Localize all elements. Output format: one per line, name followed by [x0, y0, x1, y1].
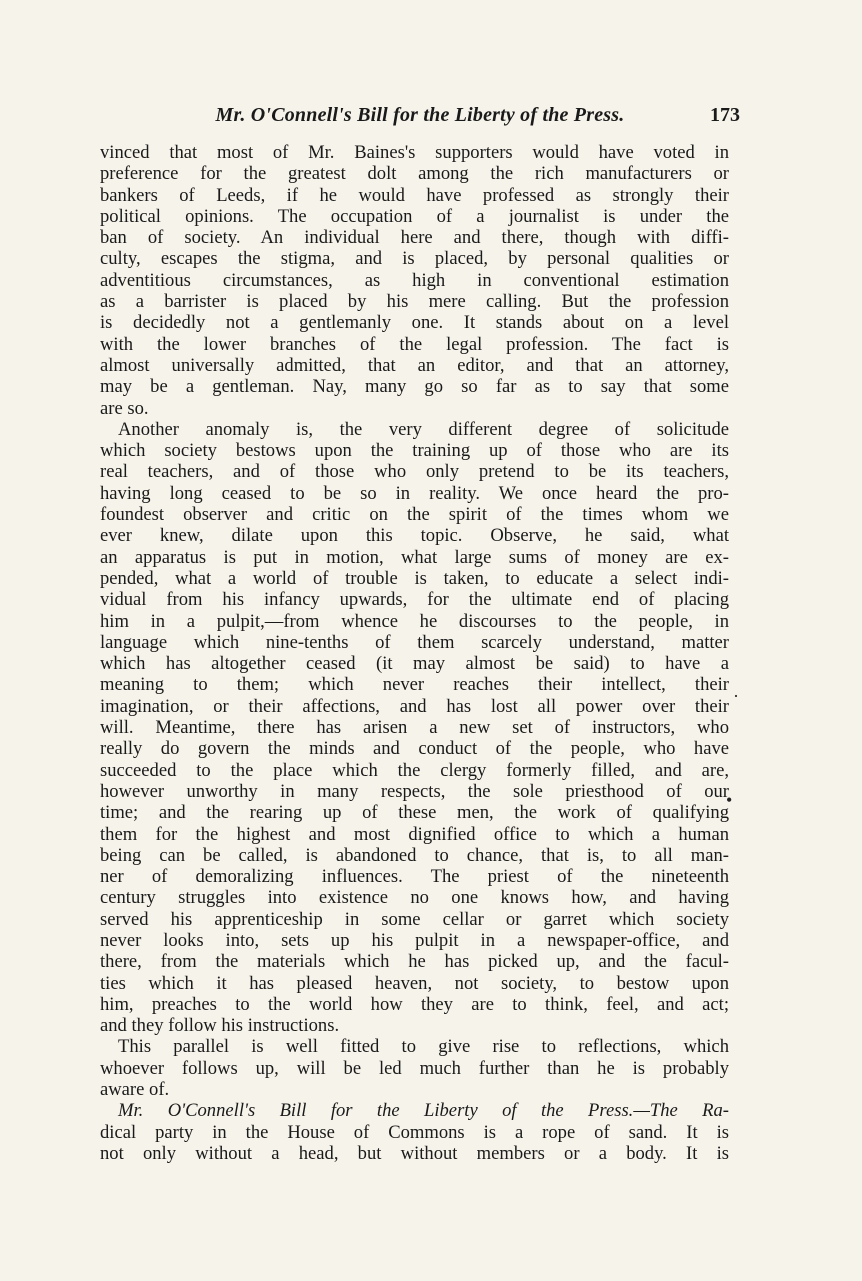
text-line: never looks into, sets up his pulpit in a newspaper-office, and	[100, 929, 729, 951]
text-line: whoever follows up, will be led much further than he is probably	[100, 1057, 729, 1079]
text-line: bankers of Leeds, if he would have professed as strongly their	[100, 184, 729, 206]
text-line: succeeded to the place which the clergy formerly filled, and are,	[100, 759, 729, 781]
text-line: meaning to them; which never reaches their intellect, their	[100, 674, 729, 696]
text-line: dical party in the House of Commons is a rope of sand. It is	[100, 1121, 729, 1143]
text-line: preference for the greatest dolt among the rich manufacturers or	[100, 163, 729, 185]
text-line: real teachers, and of those who only pretend to be its teachers,	[100, 461, 729, 483]
margin-mark: •	[726, 790, 733, 810]
text-line: ever knew, dilate upon this topic. Observe, he said, what	[100, 525, 729, 547]
text-line: vinced that most of Mr. Baines's supporters would have voted in	[100, 142, 729, 163]
text-line: ban of society. An individual here and there, though with diffi-	[100, 227, 729, 249]
text-line: pended, what a world of trouble is taken, to educate a select indi-	[100, 567, 729, 589]
page-header	[100, 104, 740, 134]
text-line: ner of demoralizing influences. The priest of the nineteenth	[100, 866, 729, 888]
text-line: as a barrister is placed by his mere calling. But the profession	[100, 291, 729, 313]
text-line: This parallel is well fitted to give rise to reflections, which	[118, 1036, 729, 1058]
text-line: however unworthy in many respects, the sole priesthood of our	[100, 780, 729, 802]
text-line: him, preaches to the world how they are to think, feel, and act;	[100, 993, 729, 1015]
section-heading-line: Mr. O'Connell's Bill for the Liberty of the Press.—The Ra-	[118, 1100, 729, 1122]
text-line: foundest observer and critic on the spirit of the times whom we	[100, 504, 729, 526]
text-line: ties which it has pleased heaven, not society, to bestow upon	[100, 972, 729, 994]
text-line: there, from the materials which he has picked up, and the facul-	[100, 951, 729, 973]
text-line: not only without a head, but without members or a body. It is	[100, 1142, 729, 1164]
text-line: really do govern the minds and conduct of the people, who have	[100, 738, 729, 760]
text-line: him in a pulpit,—from whence he discourses to the people, in	[100, 610, 729, 632]
body-text	[100, 142, 729, 1164]
text-line: may be a gentleman. Nay, many go so far as to say that some	[100, 376, 729, 398]
text-line: time; and the rearing up of these men, the work of qualifying	[100, 802, 729, 824]
page-number: 173	[710, 104, 740, 126]
text-line: which has altogether ceased (it may almost be said) to have a	[100, 653, 729, 675]
text-line: with the lower branches of the legal profession. The fact is	[100, 333, 729, 355]
text-line: culty, escapes the stigma, and is placed, by personal qualities or	[100, 248, 729, 270]
text-line: imagination, or their affections, and has lost all power over their	[100, 695, 729, 717]
running-title: Mr. O'Connell's Bill for the Liberty of the Press.	[215, 104, 625, 126]
text-line: them for the highest and most dignified office to which a human	[100, 823, 729, 845]
text-line: aware of.	[100, 1079, 170, 1101]
text-line: having long ceased to be so in reality. We once heard the pro-	[100, 482, 729, 504]
text-line: Another anomaly is, the very different degree of solicitude	[118, 418, 729, 440]
text-line: adventitious circumstances, as high in conventional estimation	[100, 269, 729, 291]
text-line: served his apprenticeship in some cellar or garret which society	[100, 908, 729, 930]
text-line: an apparatus is put in motion, what large sums of money are ex-	[100, 546, 729, 568]
margin-mark: ·	[733, 686, 739, 706]
text-line: vidual from his infancy upwards, for the ultimate end of placing	[100, 589, 729, 611]
text-line: are so.	[100, 397, 149, 419]
text-line: being can be called, is abandoned to chance, that is, to all man-	[100, 844, 729, 866]
text-line: almost universally admitted, that an editor, and that an attorney,	[100, 354, 729, 376]
text-line: which society bestows upon the training up of those who are its	[100, 440, 729, 462]
text-line: will. Meantime, there has arisen a new set of instructors, who	[100, 717, 729, 739]
text-line: is decidedly not a gentlemanly one. It stands about on a level	[100, 312, 729, 334]
text-line: and they follow his instructions.	[100, 1015, 340, 1037]
text-line: political opinions. The occupation of a journalist is under the	[100, 205, 729, 227]
text-line: language which nine-tenths of them scarcely understand, matter	[100, 631, 729, 653]
text-line: century struggles into existence no one knows how, and having	[100, 887, 729, 909]
